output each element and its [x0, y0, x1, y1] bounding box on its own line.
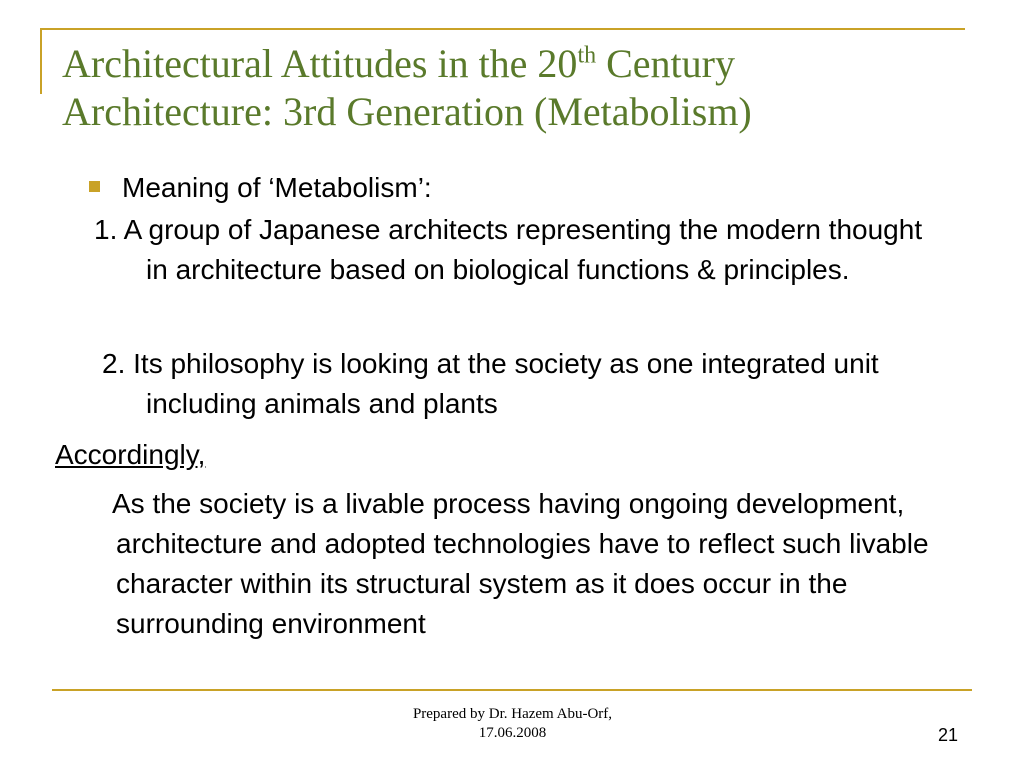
square-bullet-icon [89, 181, 100, 192]
footer-divider [52, 689, 972, 691]
accordingly-heading: Accordingly, [55, 439, 206, 470]
point-1: 1. A group of Japanese architects representing the modern thought in architecture based on biological functions & principles. [94, 214, 923, 285]
title-line2-text: Architecture: 3rd Generation (Metabolism) [62, 89, 752, 134]
footer-date: 17.06.2008 [478, 725, 547, 741]
page-number: 21 [938, 725, 959, 745]
slide-title [62, 40, 982, 136]
footer-author: Prepared by Dr. Hazem Abu-Orf, [412, 706, 613, 722]
bullet-heading: Meaning of ‘Metabolism’: [122, 172, 432, 203]
frame-vertical-line [40, 28, 42, 94]
footer-credit [350, 705, 675, 743]
title-line1-text: Architectural Attitudes in the 20 [62, 41, 578, 86]
title-line1-end: Century [596, 41, 735, 86]
frame-top-line [40, 28, 965, 30]
point-2: 2. Its philosophy is looking at the society as one integrated unit including animals and plants [102, 348, 879, 419]
title-superscript: th [577, 42, 597, 69]
conclusion-paragraph: As the society is a livable process having ongoing development, architecture and adopted technologies have to reflect such livable character within its structural system as it does occur in the surrounding environment [112, 488, 929, 639]
